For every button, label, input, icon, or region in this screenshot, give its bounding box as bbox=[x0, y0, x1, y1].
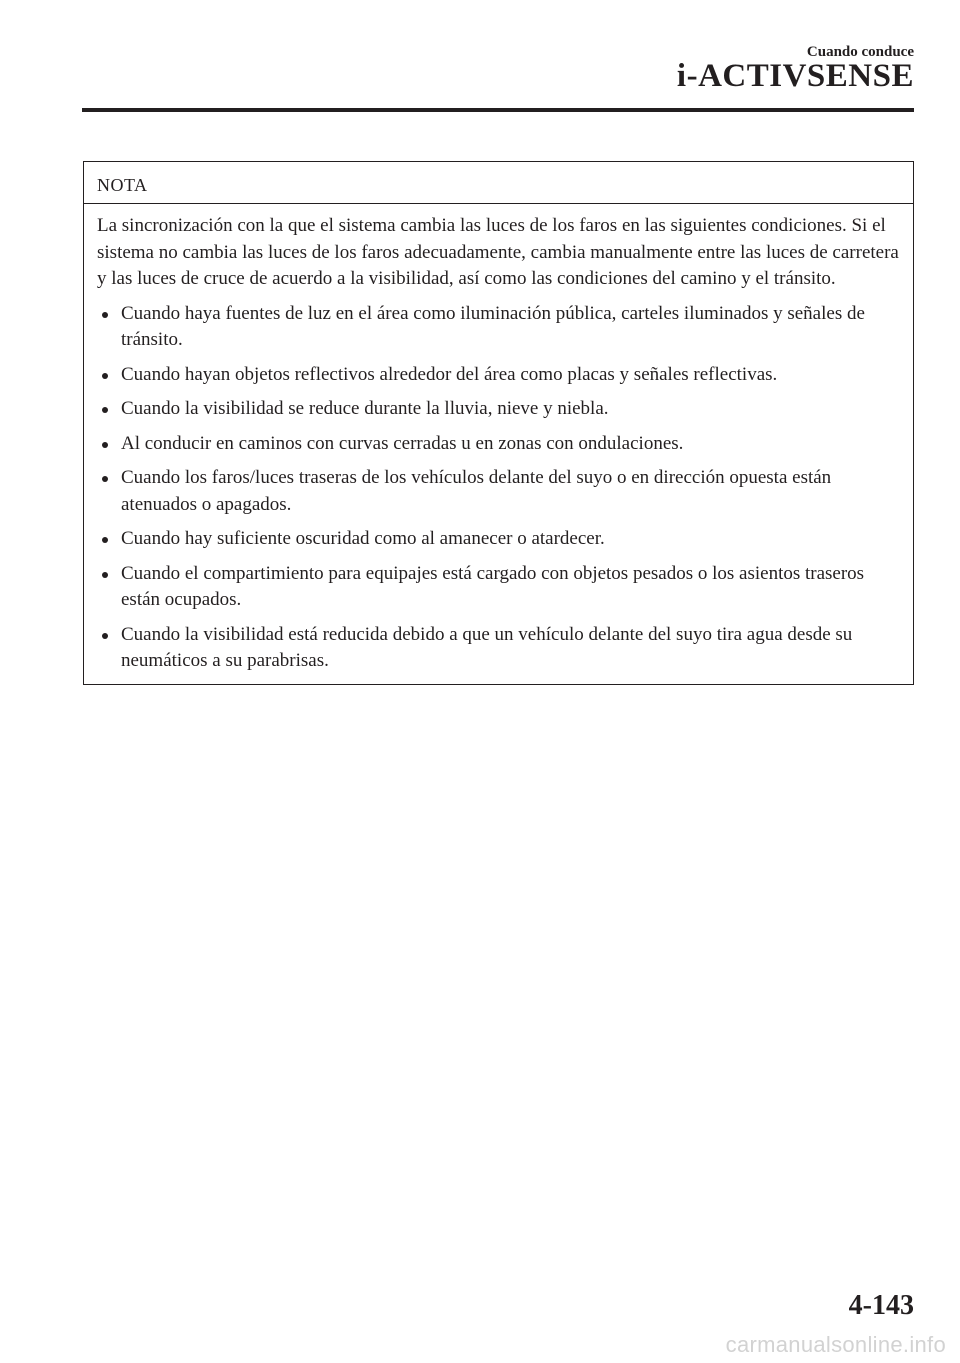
bullet-icon bbox=[102, 442, 108, 448]
list-item-text: Cuando la visibilidad se reduce durante la lluvia, nieve y niebla. bbox=[121, 398, 609, 419]
note-heading: NOTA bbox=[84, 162, 913, 204]
note-bullet-list bbox=[97, 301, 903, 675]
list-item-text: Cuando hayan objetos reflectivos alrededor del área como placas y señales reflectivas. bbox=[121, 363, 778, 385]
site-watermark: carmanualsonline.info bbox=[725, 1332, 946, 1357]
list-item-text: Cuando los faros/luces traseras de los vehículos delante del suyo o en dirección opuesta están atenuados o apagados. bbox=[121, 467, 832, 515]
note-box bbox=[83, 161, 914, 685]
bullet-icon bbox=[102, 407, 108, 413]
note-intro: La sincronización con la que el sistema cambia las luces de los faros en las siguientes condiciones. Si el sistema no cambia las luces de los faros adecuadamente, cambia manualmente entre las luces de carretera y las luces de cruce de acuerdo a la visibilidad, así como las condiciones del camino y el tránsito. bbox=[97, 215, 899, 289]
list-item bbox=[97, 431, 903, 458]
list-item-text: Cuando el compartimiento para equipajes está cargado con objetos pesados o los asientos traseros están ocupados. bbox=[121, 562, 865, 610]
list-item-text: Cuando haya fuentes de luz en el área como iluminación pública, carteles iluminados y señales de tránsito. bbox=[121, 302, 865, 350]
header-divider bbox=[82, 108, 914, 112]
list-item bbox=[97, 622, 903, 675]
bullet-icon bbox=[102, 633, 108, 639]
section-title: Cuando conduce bbox=[806, 44, 914, 60]
note-body bbox=[84, 204, 913, 684]
chapter-title: i-ACTIVSENSE bbox=[676, 58, 914, 94]
list-item bbox=[97, 362, 903, 389]
bullet-icon bbox=[102, 312, 108, 318]
list-item bbox=[97, 526, 903, 553]
list-item bbox=[97, 396, 903, 423]
list-item bbox=[97, 561, 903, 614]
bullet-icon bbox=[102, 537, 108, 543]
list-item bbox=[97, 301, 903, 354]
bullet-icon bbox=[102, 373, 108, 379]
page-number: 4-143 bbox=[848, 1290, 914, 1321]
list-item bbox=[97, 465, 903, 518]
list-item-text: Cuando hay suficiente oscuridad como al amanecer o atardecer. bbox=[121, 528, 605, 549]
list-item-text: Cuando la visibilidad está reducida debido a que un vehículo delante del suyo tira agua desde su neumáticos a su parabrisas. bbox=[121, 623, 853, 671]
bullet-icon bbox=[102, 572, 108, 578]
bullet-icon bbox=[102, 476, 108, 482]
list-item-text: Al conducir en caminos con curvas cerradas u en zonas con ondulaciones. bbox=[121, 432, 684, 454]
